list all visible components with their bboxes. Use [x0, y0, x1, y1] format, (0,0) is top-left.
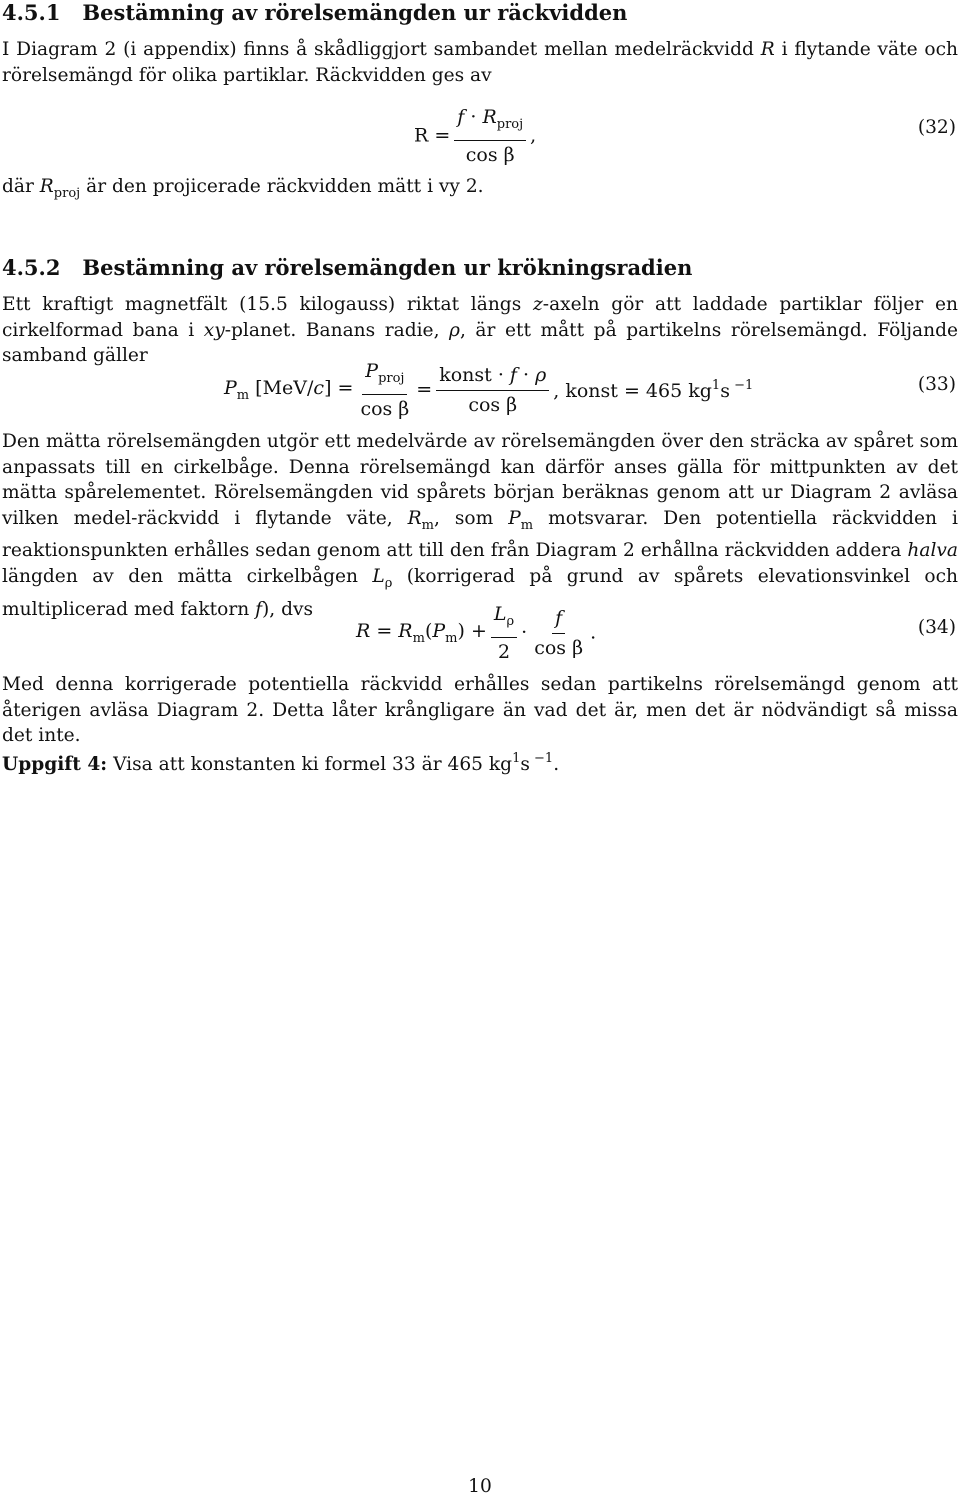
- section-heading-4-5-2: [2, 255, 692, 280]
- section-title: Bestämning av rörelsemängden ur krökningsradien: [82, 255, 693, 280]
- paragraph-corrected-range: Med denna korrigerade potentiella räckvidd erhålles sedan partikelns rörelsemängd genom att återigen avläsa Diagram 2. Detta låter krångligare än vad det är, men det är nödvändigt så missa det inte.: [2, 674, 958, 747]
- equation-number-33: (33): [917, 374, 956, 395]
- equation-32: R = $\frac{f \cdot R_{proj}}{\text{cos β}}$ ,: [414, 106, 537, 166]
- section-number: 4.5.1: [2, 0, 61, 25]
- page-number: 10: [468, 1476, 492, 1497]
- section-number: 4.5.2: [2, 255, 61, 280]
- equation-number-34: (34): [917, 617, 956, 638]
- equation-34: $R = R_m(P_m)$ + $\frac{L_\rho}{2}$ · $\frac{f}{\text{cos β}}$ .: [356, 603, 597, 663]
- equation-number-32: (32): [917, 117, 956, 138]
- paragraph-magnetic-field: Ett kraftigt magnetfält (15.5 kilogauss) riktat längs z-axeln gör att laddade partiklar följer en cirkelformad bana i xy-planet. Banans radie, ρ, är ett mått på partikelns rörelsemängd. Följande samband gäller: [2, 294, 959, 367]
- task-4: Uppgift 4: Visa att konstanten ki formel 33 är 465 $kg^1s$ $^{-1}$.: [2, 751, 560, 775]
- fraction: $\frac{\text{konst · f · ρ}}{\text{cos β}}$: [436, 362, 549, 417]
- section-title: Bestämning av rörelsemängden ur räckvidden: [82, 0, 628, 25]
- paragraph-proj: där $R_{proj}$ är den projicerade räckvidden mätt i vy 2.: [2, 176, 484, 201]
- fraction: $\frac{L_\rho}{2}$: [491, 601, 517, 664]
- section-heading-4-5-1: [2, 0, 627, 25]
- equation-33: $P_m$ [MeV/c] = $\frac{P_{proj}}{\text{cos β}}$ = $\frac{\text{konst · f · ρ}}{\text{cos β}}$ , konst = 465 $kg^1s$ $^{-1}$: [224, 360, 754, 420]
- paragraph-momentum: Den mätta rörelsemängden utgör ett medelvärde av rörelsemängden över den sträcka av spåret som anpassats till en cirkelbåge. Denna rörelsemängd kan därför anses gälla för mittpunkten av det mätta spårelementet. Rörelsemängden vid spårets början beräknas genom att ur Diagram 2 avläsa vilken medel-räckvidd i flytande väte, $R_m$, som $P_m$ motsvarar. Den potentiella räckvidden i reaktionspunkten erhålles sedan genom att till den från Diagram 2 erhållna räckvidden addera halva längden av den mätta cirkelbågen $L_\rho$ (korrigerad på grund av spårets elevationsvinkel och multiplicerad med faktorn f), dvs: [2, 431, 958, 620]
- fraction: $\frac{f \cdot R_{proj}}{\text{cos β}}$: [454, 104, 526, 167]
- fraction: $\frac{P_{proj}}{\text{cos β}}$: [360, 360, 410, 420]
- fraction: $\frac{f}{\text{cos β}}$: [534, 607, 584, 659]
- paragraph-intro: I Diagram 2 (i appendix) finns å skådliggjort sambandet mellan medelräckvidd R i flytande väte och rörelsemängd för olika partiklar. Räckvidden ges av: [2, 39, 958, 86]
